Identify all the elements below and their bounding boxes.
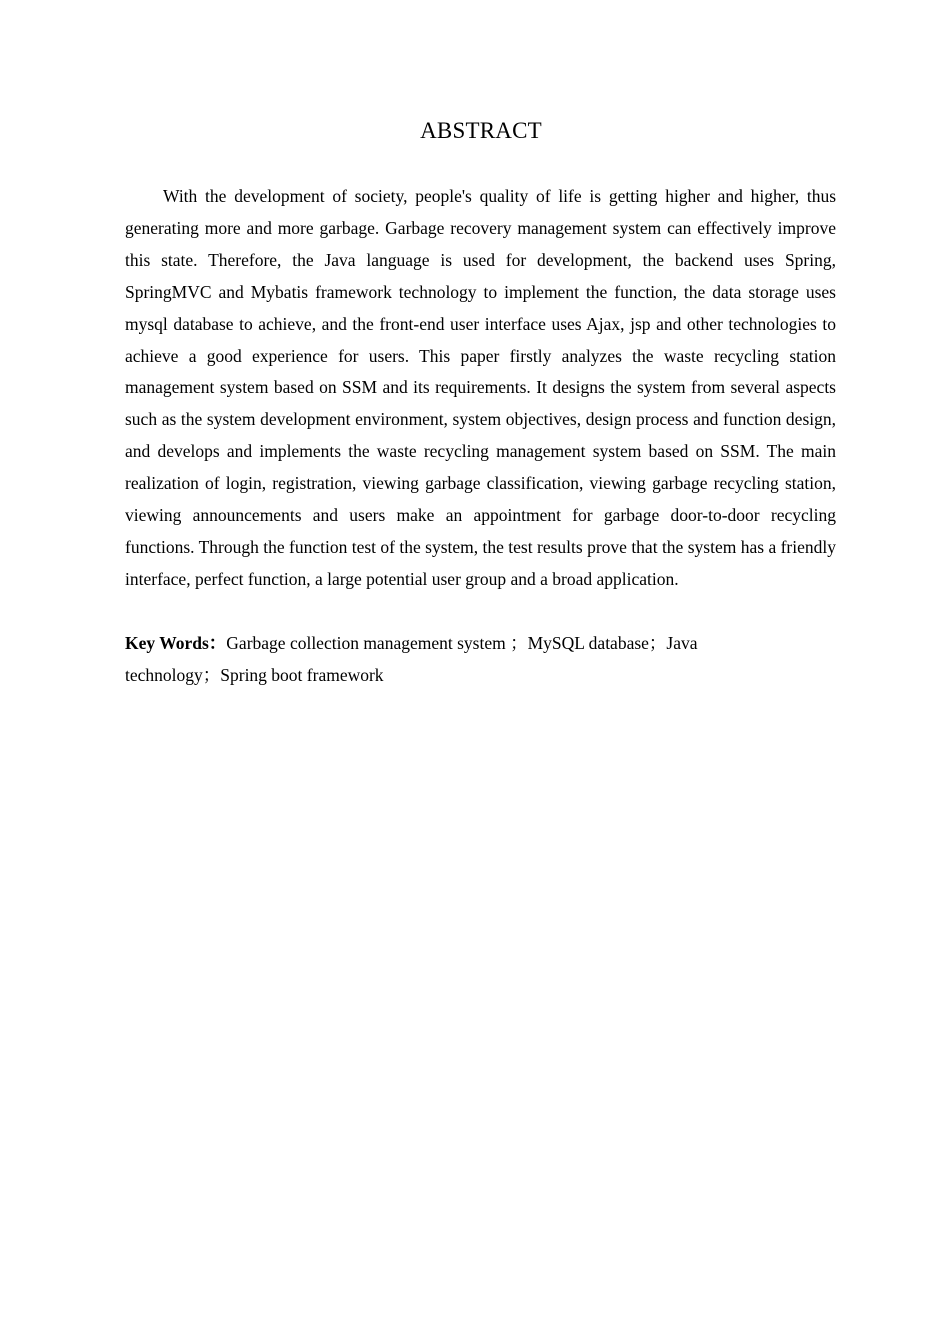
keywords-text-2: technology；Spring boot framework xyxy=(125,665,384,685)
keywords-block xyxy=(125,627,836,691)
abstract-body: With the development of society, people's quality of life is getting higher and higher, thus generating more and more garbage. Garbage recovery management system can effectively improve this state. Therefore, the Java language is used for development, the backend uses Spring, SpringMVC and Mybatis framework technology to implement the function, the data storage uses mysql database to achieve, and the front-end user interface uses Ajax, jsp and other technologies to achieve a good experience for users. This paper firstly analyzes the waste recycling station management system based on SSM and its requirements. It designs the system from several aspects such as the system development environment, system objectives, design process and function design, and develops and implements the waste recycling management system based on SSM. The main realization of login, registration, viewing garbage classification, viewing garbage recycling station, viewing announcements and users make an appointment for garbage door-to-door recycling functions. Through the function test of the system, the test results prove that the system has a friendly interface, perfect function, a large potential user group and a broad application. xyxy=(125,186,836,589)
abstract-title: ABSTRACT xyxy=(420,118,542,143)
keywords-text-1: Garbage collection management system ；MySQL database；Java xyxy=(226,633,698,653)
keywords-label: Key Words： xyxy=(125,633,227,653)
keywords-line-1 xyxy=(125,627,836,659)
